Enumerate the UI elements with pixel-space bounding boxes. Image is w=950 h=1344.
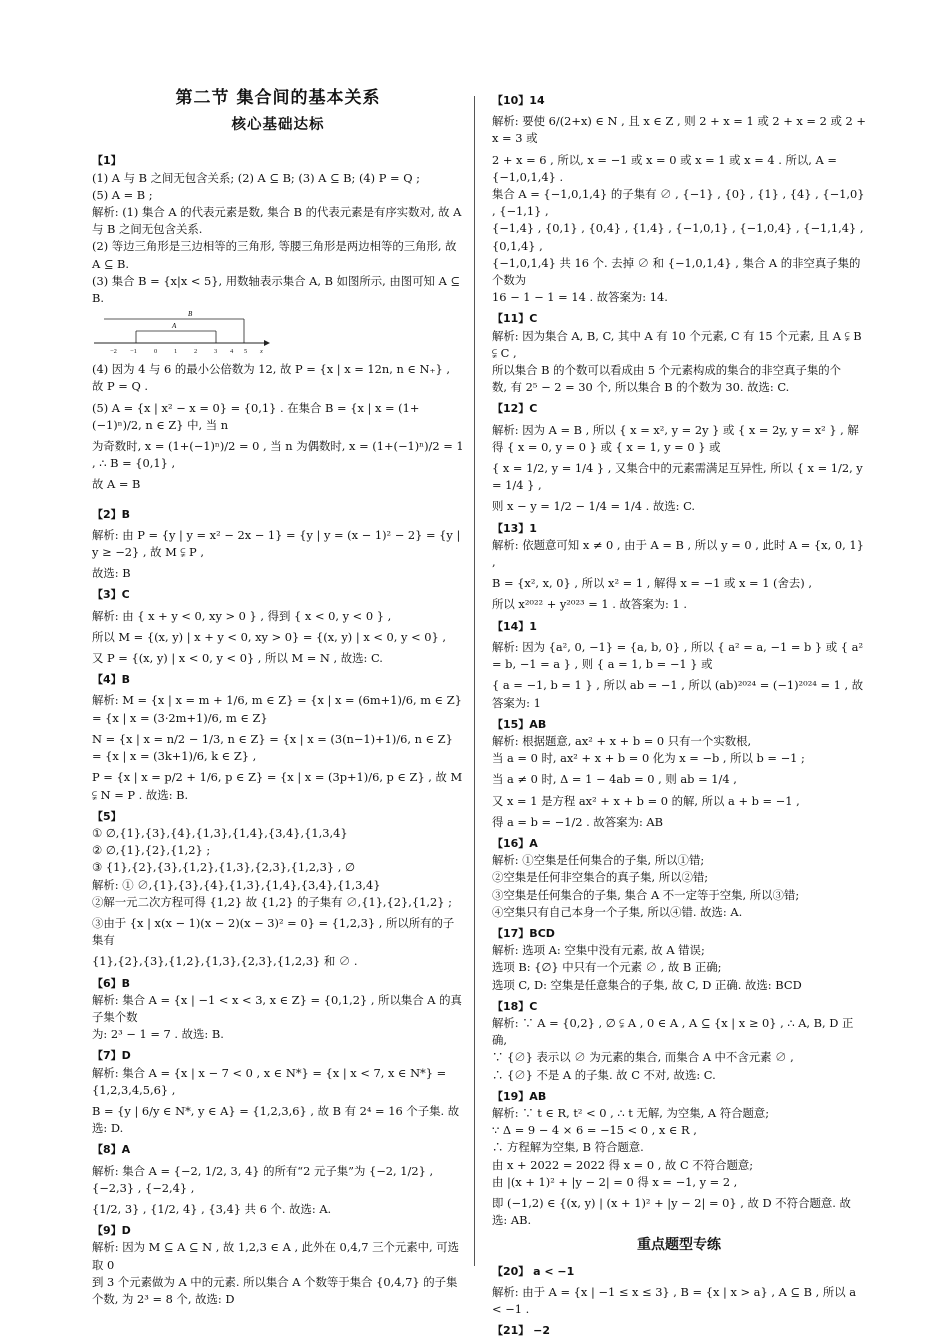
item-head: 【16】A	[492, 836, 538, 850]
item-head: 【1】	[92, 154, 122, 168]
item-head: 【18】C	[492, 999, 538, 1013]
text-line: 即 (−1,2) ∈ {(x, y) | (x + 1)² + |y − 2| = 0} , 故 D 不符合题意. 故选: AB.	[492, 1195, 851, 1228]
answer-item-4	[92, 671, 464, 803]
text-line: 解析: ① ∅,{1},{3},{4},{1,3},{1,4},{3,4},{1,3,4}	[92, 877, 381, 892]
answer-item-5	[92, 808, 464, 971]
tick-label: 2	[194, 348, 198, 356]
tick-label: 4	[230, 348, 234, 356]
text-line: {1},{2},{3},{1,2},{1,3},{2,3},{1,2,3} 和 ∅ .	[92, 954, 358, 969]
text-line: ④空集只有自己本身一个子集, 所以④错. 故选: A.	[492, 904, 743, 919]
answer-item-9	[92, 1222, 464, 1308]
text-line: 2 + x = 6 , 所以, x = −1 或 x = 0 或 x = 1 或 x = 4 . 所以, A = {−1,0,1,4} .	[492, 152, 837, 184]
answer-item-3	[92, 586, 464, 667]
section-title-core: 核心基础达标	[231, 117, 325, 134]
text-line: ②空集是任何非空集合的真子集, 所以②错;	[492, 870, 709, 885]
answer-item-6	[92, 975, 464, 1044]
text-line: 当 a ≠ 0 时, Δ = 1 − 4ab = 0 , 则 ab = 1/4 ,	[492, 772, 737, 787]
column-divider	[474, 96, 475, 1266]
text-line: (3) 集合 B = {x|x < 5}, 用数轴表示集合 A, B 如图所示, 由图可知 A ⊆ B.	[92, 273, 460, 306]
label-a: A	[172, 322, 177, 331]
item-head: 【21】 −2	[492, 1324, 551, 1338]
text-line: 解析: 选项 A: 空集中没有元素, 故 A 错误;	[492, 943, 705, 958]
number-line-figure	[92, 309, 272, 357]
section-title-key-types: 重点题型专练	[637, 1237, 721, 1254]
text-line: 所以 M = {(x, y) | x + y < 0, xy > 0} = {(x, y) | x < 0, y < 0} ,	[92, 629, 446, 644]
text-line: N = {x | x = n/2 − 1/3, n ∈ Z} = {x | x = (3(n−1)+1)/6, n ∈ Z} = {x | x = (3k+1)/6, k ∈ Z} ,	[92, 731, 453, 764]
item-head: 【20】 a < −1	[492, 1264, 575, 1278]
item-head: 【9】D	[92, 1224, 131, 1238]
text-line: 解析: 因为集合 A, B, C, 其中 A 有 10 个元素, C 有 15 个元素, 且 A ⫋ B ⫋ C ,	[492, 328, 862, 360]
text-line: 由 |(x + 1)² + |y − 2| = 0 得 x = −1, y = 2 ,	[492, 1174, 738, 1189]
text-line: 所以 x²⁰²² + y²⁰²³ = 1 . 故答案为: 1 .	[492, 597, 687, 612]
text-line: P = {x | x = p/2 + 1/6, p ∈ Z} = {x | x = (3p+1)/6, p ∈ Z} , 故 M ⫋ N = P . 故选: B.	[92, 770, 463, 802]
text-line: ∴ 方程解为空集, B 符合题意.	[492, 1140, 644, 1155]
text-line: { a = −1, b = 1 } , 所以 ab = −1 , 所以 (ab)²⁰²⁴ = (−1)²⁰²⁴ = 1 , 故答案为: 1	[492, 678, 864, 710]
answer-item-7	[92, 1047, 464, 1137]
text-line: B = {x², x, 0} , 所以 x² = 1 , 解得 x = −1 或 x = 1 (舍去) ,	[492, 576, 812, 591]
text-line: 解析: 因为 {a², 0, −1} = {a, b, 0} , 所以 { a² = a, −1 = b } 或 { a² = b, −1 = a } , 则 { a = 1, b = −1 } 或	[492, 639, 864, 672]
answer-item-2	[92, 506, 464, 583]
item-head: 【2】B	[92, 507, 131, 521]
text-line: 所以集合 B 的个数可以看成由 5 个元素构成的集合的非空真子集的个	[492, 363, 842, 378]
text-line: 数, 有 2⁵ − 2 = 30 个, 所以集合 B 的个数为 30. 故选: C.	[492, 380, 790, 395]
left-column	[92, 88, 464, 1312]
text-line: ② ∅,{1},{2},{1,2} ;	[92, 843, 211, 858]
text-line: ∴ {∅} 不是 A 的子集. 故 C 不对, 故选: C.	[492, 1067, 716, 1082]
text-line: ③ {1},{2},{3},{1,2},{1,3},{2,3},{1,2,3} , ∅	[92, 860, 355, 875]
answer-item-16	[492, 835, 866, 921]
tick-label: 5	[244, 348, 248, 356]
tick-label: −1	[130, 348, 137, 356]
text-line: { x = 1/2, y = 1/4 } , 又集合中的元素需满足互异性, 所以 { x = 1/2, y = 1/4 } ,	[492, 461, 863, 493]
item-head: 【4】B	[92, 673, 131, 687]
text-line: 当 a = 0 时, ax² + x + b = 0 化为 x = −b , 所以 b = −1 ;	[492, 751, 805, 766]
text-line: B = {y | 6/y ∈ N*, y ∈ A} = {1,2,3,6} , 故 B 有 2⁴ = 16 个子集. 故选: D.	[92, 1103, 460, 1136]
text-line: 解析: 因为 M ⊆ A ⊆ N , 故 1,2,3 ∈ A , 此外在 0,4,7 三个元素中, 可选取 0	[92, 1240, 460, 1272]
text-line: 为奇数时, x = (1+(−1)ⁿ)/2 = 0 , 当 n 为偶数时, x = (1+(−1)ⁿ)/2 = 1 , ∴ B = {0,1} ,	[92, 439, 464, 471]
text-line: (5) A = {x | x² − x = 0} = {0,1} . 在集合 B = {x | x = (1+(−1)ⁿ)/2, n ∈ Z} 中, 当 n	[92, 400, 420, 432]
answer-item-21	[492, 1322, 866, 1339]
text-line: 解析: 要使 6/(2+x) ∈ N , 且 x ∈ Z , 则 2 + x = 1 或 2 + x = 2 或 2 + x = 3 或	[492, 114, 866, 146]
item-head: 【17】BCD	[492, 926, 555, 940]
text-line: 解析: ①空集是任何集合的子集, 所以①错;	[492, 853, 705, 868]
answer-item-10	[492, 92, 866, 306]
text-line: ③由于 {x | x(x − 1)(x − 2)(x − 3)² = 0} = {1,2,3} , 所以所有的子集有	[92, 915, 455, 948]
tick-label: −2	[110, 348, 117, 356]
tick-label: x	[260, 348, 263, 356]
text-line: 选项 B: {∅} 中只有一个元素 ∅ , 故 B 正确;	[492, 960, 722, 975]
text-line: ∵ {∅} 表示以 ∅ 为元素的集合, 而集合 A 中不含元素 ∅ ,	[492, 1050, 794, 1065]
text-line: ① ∅,{1},{3},{4},{1,3},{1,4},{3,4},{1,3,4}	[92, 825, 348, 840]
text-line: 为: 2³ − 1 = 7 . 故选: B.	[92, 1027, 224, 1042]
item-head: 【3】C	[92, 588, 130, 602]
item-head: 【15】AB	[492, 717, 547, 731]
text-line: 解析: 由 P = {y | y = x² − 2x − 1} = {y | y = (x − 1)² − 2} = {y | y ≥ −2} , 故 M ⫋ P ,	[92, 527, 461, 560]
item-head: 【6】B	[92, 976, 131, 990]
text-line: 解析: ∵ A = {0,2} , ∅ ⫋ A , 0 ∈ A , A ⊆ {x | x ≥ 0} , ∴ A, B, D 正确,	[492, 1015, 854, 1048]
text-line: 解析: 集合 A = {x | −1 < x < 3, x ∈ Z} = {0,1,2} , 所以集合 A 的真子集个数	[92, 992, 462, 1024]
text-line: 集合 A = {−1,0,1,4} 的子集有 ∅ , {−1} , {0} , {1} , {4} , {−1,0} , {−1,1} ,	[492, 187, 865, 219]
text-line: 又 x = 1 是方程 ax² + x + b = 0 的解, 所以 a + b = −1 ,	[492, 793, 800, 808]
text-line: (5) A = B ;	[92, 187, 153, 202]
text-line: 解析: M = {x | x = m + 1/6, m ∈ Z} = {x | x = (6m+1)/6, m ∈ Z} = {x | x = (3·2m+1)/6, m ∈ Z}	[92, 693, 462, 725]
answer-item-8	[92, 1141, 464, 1218]
item-head: 【11】C	[492, 312, 538, 326]
answer-item-12	[492, 400, 866, 515]
item-head: 【19】AB	[492, 1089, 547, 1103]
tick-label: 3	[214, 348, 218, 356]
text-line: 解析: (1) 集合 A 的代表元素是数, 集合 B 的代表元素是有序实数对, 故 A 与 B 之间无包含关系.	[92, 205, 462, 237]
text-line: 解析: 根据题意, ax² + x + b = 0 只有一个实数根,	[492, 733, 752, 748]
text-line: 故 A = B	[92, 477, 141, 492]
text-line: ∵ Δ = 9 − 4 × 6 = −15 < 0 , x ∈ R ,	[492, 1123, 697, 1138]
text-line: 选项 C, D: 空集是任意集合的子集, 故 C, D 正确. 故选: BCD	[492, 977, 802, 992]
text-line: {1/2, 3} , {1/2, 4} , {3,4} 共 6 个. 故选: A.	[92, 1201, 332, 1216]
text-line: ③空集是任何集合的子集, 集合 A 不一定等于空集, 所以③错;	[492, 887, 800, 902]
text-line: 解析: 依题意可知 x ≠ 0 , 由于 A = B , 所以 y = 0 , 此时 A = {x, 0, 1} ,	[492, 537, 864, 570]
answer-item-1	[92, 152, 464, 493]
text-line: (4) 因为 4 与 6 的最小公倍数为 12, 故 P = {x | x = 12n, n ∈ N₊} , 故 P = Q .	[92, 362, 450, 394]
right-column	[492, 92, 866, 1343]
item-head: 【14】1	[492, 619, 537, 633]
text-line: 个数, 为 2³ = 8 个, 故选: D	[92, 1291, 235, 1306]
text-line: 解析: 因为 A = B , 所以 { x = x², y = 2y } 或 { x = 2y, y = x² } , 解得 { x = 0, y = 0 } 或 { x = 1, y = 0 } 或	[492, 422, 859, 454]
text-line: 则 x − y = 1/2 − 1/4 = 1/4 . 故选: C.	[492, 499, 696, 514]
answer-item-11	[492, 310, 866, 396]
tick-label: 0	[154, 348, 158, 356]
item-head: 【13】1	[492, 521, 537, 535]
text-line: 解析: 由 { x + y < 0, xy > 0 } , 得到 { x < 0, y < 0 } ,	[92, 608, 392, 623]
text-line: 又 P = {(x, y) | x < 0, y < 0} , 所以 M = N , 故选: C.	[92, 651, 383, 666]
answer-item-19	[492, 1088, 866, 1230]
text-line: 得 a = b = −1/2 . 故答案为: AB	[492, 814, 664, 829]
text-line: {−1,0,1,4} 共 16 个. 去掉 ∅ 和 {−1,0,1,4} , 集合 A 的非空真子集的个数为	[492, 255, 861, 288]
text-line: {−1,4} , {0,1} , {0,4} , {1,4} , {−1,0,1} , {−1,0,4} , {−1,1,4} , {0,1,4} ,	[492, 221, 864, 253]
text-line: 故选: B	[92, 566, 131, 581]
text-line: 由 x + 2022 = 2022 得 x = 0 , 故 C 不符合题意;	[492, 1157, 754, 1172]
text-line: 解析: 集合 A = {x | x − 7 < 0 , x ∈ N*} = {x | x < 7, x ∈ N*} = {1,2,3,4,5,6} ,	[92, 1065, 447, 1097]
text-line: 解析: 由于 A = {x | −1 ≤ x ≤ 3} , B = {x | x > a} , A ⊆ B , 所以 a < −1 .	[492, 1284, 857, 1316]
answer-item-20	[492, 1263, 866, 1319]
label-b: B	[188, 310, 193, 319]
tick-label: 1	[174, 348, 178, 356]
item-head: 【10】14	[492, 94, 545, 107]
text-line: 到 3 个元素做为 A 中的元素. 所以集合 A 个数等于集合 {0,4,7} 的子集	[92, 1274, 458, 1289]
text-line: ②解一元二次方程可得 {1,2} 故 {1,2} 的子集有 ∅,{1},{2},{1,2} ;	[92, 894, 452, 909]
page-title: 第二节 集合间的基本关系	[175, 88, 381, 108]
text-line: (1) A 与 B 之间无包含关系; (2) A ⊆ B; (3) A ⊆ B; (4) P = Q ;	[92, 170, 420, 185]
text-line: (2) 等边三角形是三边相等的三角形, 等腰三角形是两边相等的三角形, 故 A ⊆ B.	[92, 239, 457, 271]
text-line: 16 − 1 − 1 = 14 . 故答案为: 14.	[492, 290, 668, 305]
item-head: 【8】A	[92, 1143, 131, 1157]
text-line: 解析: 集合 A = {−2, 1/2, 3, 4} 的所有“2 元子集”为 {−2, 1/2} , {−2,3} , {−2,4} ,	[92, 1163, 434, 1195]
answer-item-18	[492, 998, 866, 1084]
item-head: 【7】D	[92, 1049, 131, 1063]
item-head: 【5】	[92, 809, 122, 823]
answer-item-17	[492, 925, 866, 994]
answer-item-15	[492, 716, 866, 831]
answer-item-14	[492, 618, 866, 712]
item-head: 【12】C	[492, 402, 538, 416]
answer-item-13	[492, 520, 866, 614]
text-line: 解析: ∵ t ∈ R, t² < 0 , ∴ t 无解, 为空集, A 符合题意;	[492, 1105, 770, 1120]
